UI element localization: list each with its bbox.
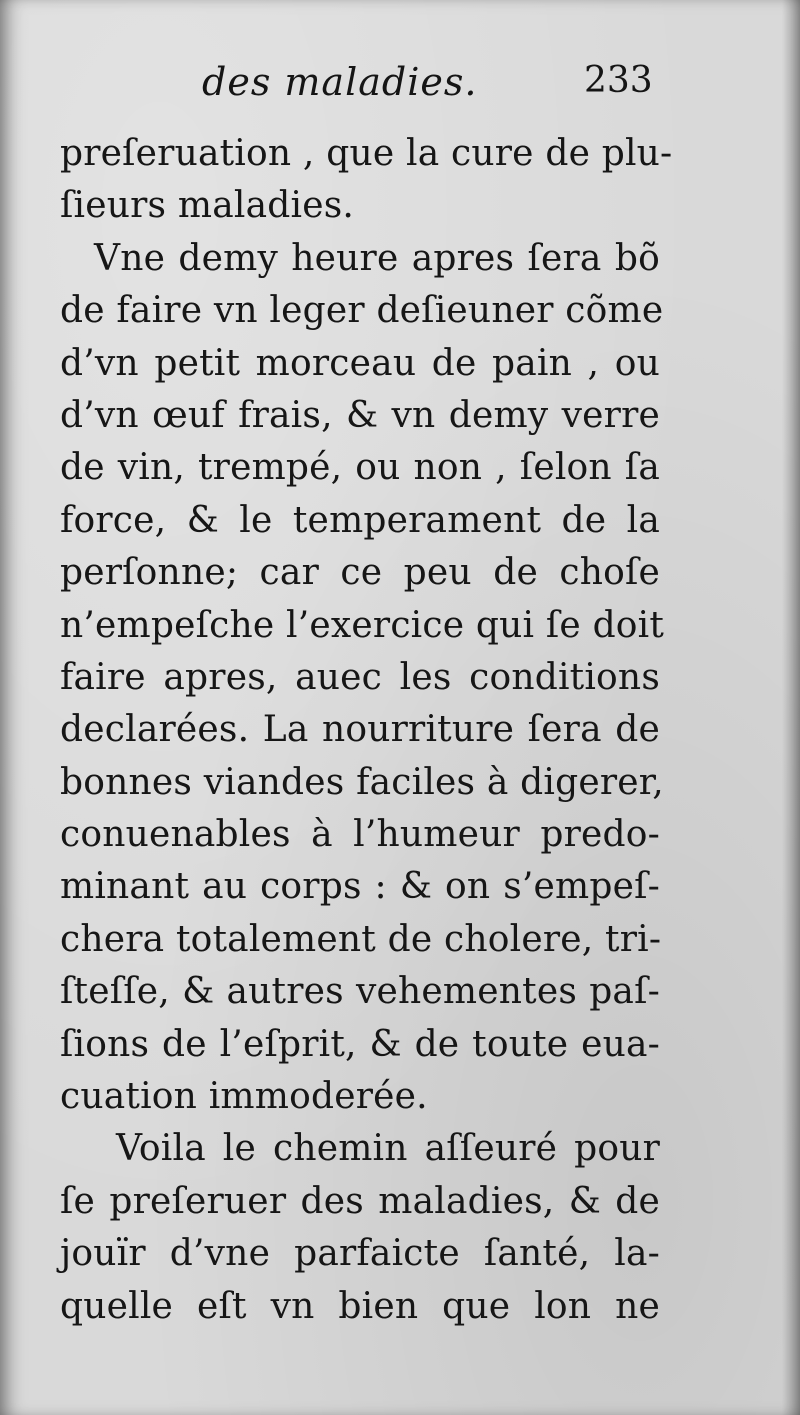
text-line: conuenables à l’humeur predo- bbox=[60, 814, 660, 856]
text-line: faire apres, auec les conditions bbox=[60, 656, 660, 698]
text-line: jouïr d’vne parfaicte ſanté, la- bbox=[60, 1233, 660, 1275]
text-line: d’vn petit morceau de pain , ou bbox=[60, 342, 660, 384]
text-line: declarées. La nourriture ſera de bbox=[60, 709, 660, 751]
text-line: cuation immoderée. bbox=[60, 1076, 428, 1118]
text-line: n’empeſche l’exercice qui ſe doit bbox=[60, 604, 665, 646]
text-line: bonnes viandes faciles à digerer, bbox=[60, 761, 664, 803]
page-edge-shadow bbox=[782, 0, 800, 1415]
text-line: minant au corps : & on s’empeſ- bbox=[60, 866, 660, 908]
page-number: 233 bbox=[584, 60, 653, 101]
text-line: de faire vn leger deſieuner cõme bbox=[60, 290, 664, 332]
running-title: des maladies. bbox=[202, 60, 478, 104]
text-line: ſe preſeruer des maladies, & de bbox=[60, 1180, 660, 1222]
text-line: de vin, trempé, ou non , ſelon ſa bbox=[60, 447, 660, 489]
text-line: chera totalement de cholere, tri- bbox=[60, 918, 662, 960]
page-header bbox=[60, 60, 660, 120]
text-line: ſieurs maladies. bbox=[60, 185, 355, 227]
text-line: d’vn œuf frais, & vn demy verre bbox=[60, 394, 660, 436]
text-line: Vne demy heure apres ſera bõ bbox=[94, 237, 660, 279]
text-line: perſonne; car ce peu de choſe bbox=[60, 552, 660, 594]
text-line: Voila le chemin aſſeuré pour bbox=[116, 1128, 660, 1170]
text-line: ſions de l’eſprit, & de toute eua- bbox=[60, 1023, 660, 1065]
page-body-text bbox=[60, 128, 673, 1333]
text-line: preſeruation , que la cure de plu- bbox=[60, 133, 673, 174]
text-line: ſteſſe, & autres vehementes paſ- bbox=[60, 971, 660, 1013]
text-line: quelle eſt vn bien que lon ne bbox=[60, 1285, 660, 1327]
text-line: force, & le temperament de la bbox=[60, 499, 660, 541]
